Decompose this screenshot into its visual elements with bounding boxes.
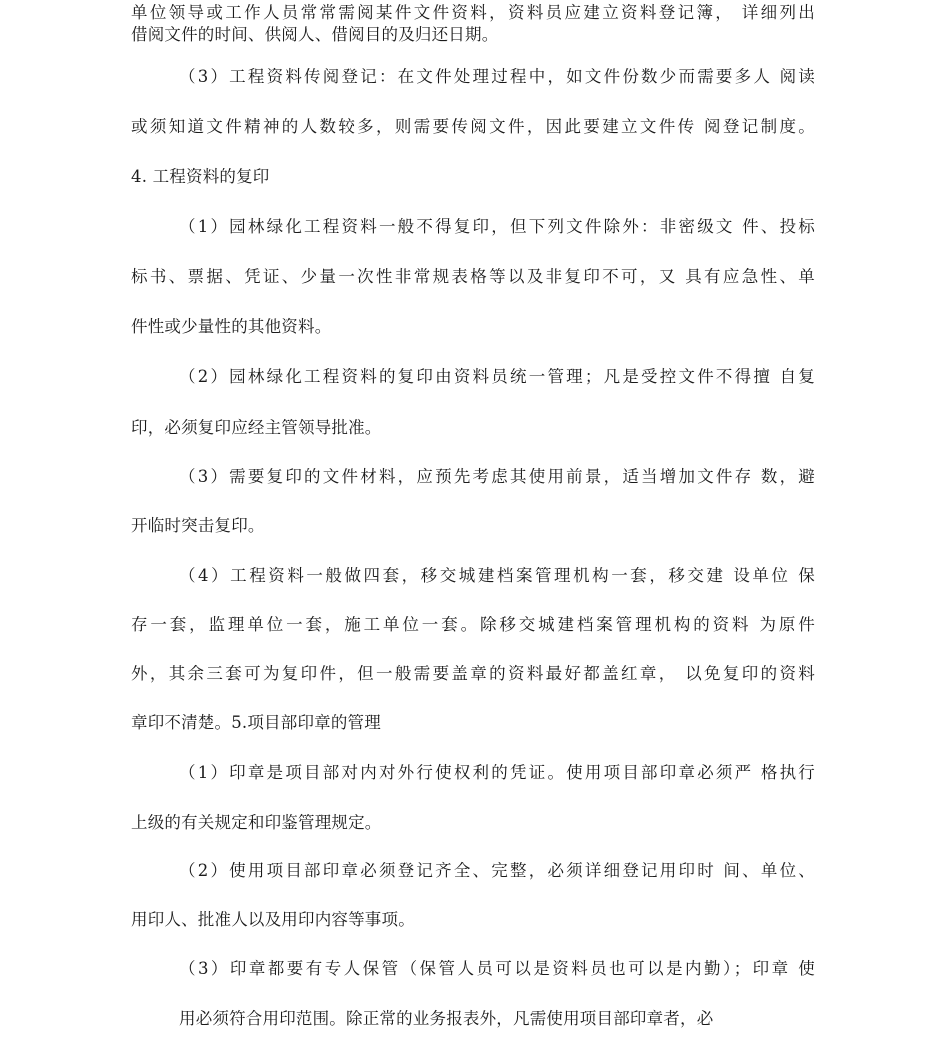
text-line: 单位领导或工作人员常常需阅某件文件资料，资料员应建立资料登记簿， 详细列出 — [131, 3, 815, 22]
text-line: 标书、票据、凭证、少量一次性非常规表格等以及非复印不可，又 具有应急性、单 — [131, 267, 815, 286]
text-line: 开临时突击复印。 — [131, 516, 265, 535]
text-line: 印，必须复印应经主管领导批准。 — [131, 418, 382, 437]
text-line: （3）印章都要有专人保管（保管人员可以是资料员也可以是内勤）；印章 使 — [179, 959, 815, 978]
text-line: （3）需要复印的文件材料，应预先考虑其使用前景，适当增加文件存 数，避 — [179, 467, 815, 486]
text-line: （2）使用项目部印章必须登记齐全、完整，必须详细登记用印时 间、单位、 — [179, 861, 815, 880]
text-line: 用必须符合用印范围。除正常的业务报表外，凡需使用项目部印章者，必 — [179, 1009, 714, 1028]
text-line: 借阅文件的时间、供阅人、借阅目的及归还日期。 — [131, 25, 499, 44]
text-line: 用印人、批准人以及用印内容等事项。 — [131, 910, 415, 929]
text-line: 章印不清楚。5.项目部印章的管理 — [131, 713, 381, 732]
text-line: （2）园林绿化工程资料的复印由资料员统一管理；凡是受控文件不得擅 自复 — [179, 367, 815, 386]
text-line: （3）工程资料传阅登记：在文件处理过程中，如文件份数少而需要多人 阅读 — [179, 67, 815, 86]
text-line: 或须知道文件精神的人数较多，则需要传阅文件，因此要建立文件传 阅登记制度。 — [131, 117, 815, 136]
text-line: 件性或少量性的其他资料。 — [131, 317, 332, 336]
text-line: （4）工程资料一般做四套，移交城建档案管理机构一套，移交建 设单位 保 — [179, 566, 815, 585]
section-heading: 4. 工程资料的复印 — [131, 167, 270, 186]
text-line: 存一套，监理单位一套，施工单位一套。除移交城建档案管理机构的资料 为原件 — [131, 615, 815, 634]
text-line: 外，其余三套可为复印件，但一般需要盖章的资料最好都盖红章， 以免复印的资料 — [131, 664, 815, 683]
text-line: （1）园林绿化工程资料一般不得复印，但下列文件除外：非密级文 件、投标 — [179, 217, 815, 236]
text-line: 上级的有关规定和印鉴管理规定。 — [131, 813, 382, 832]
text-line: （1）印章是项目部对内对外行使权利的凭证。使用项目部印章必须严 格执行 — [179, 763, 815, 782]
